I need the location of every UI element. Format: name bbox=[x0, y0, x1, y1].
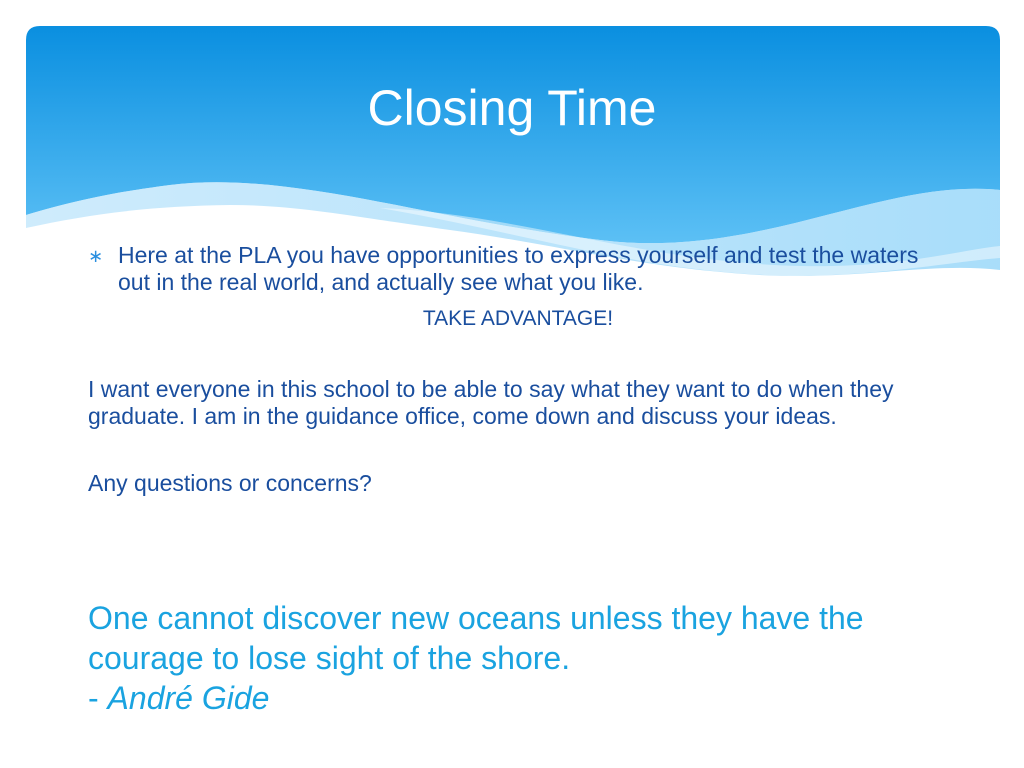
slide-body bbox=[88, 242, 948, 497]
bullet-item bbox=[88, 242, 948, 296]
quote-dash: - bbox=[88, 680, 108, 716]
quote-block bbox=[88, 598, 968, 718]
asterisk-bullet-icon: ∗ bbox=[88, 246, 104, 266]
guidance-paragraph: I want everyone in this school to be able to say what they want to do when they graduate. I am in the guidance office, come down and discuss your ideas. bbox=[88, 376, 894, 429]
quote-author: André Gide bbox=[107, 680, 270, 716]
slide-title: Closing Time bbox=[367, 80, 657, 136]
questions-paragraph: Any questions or concerns? bbox=[88, 470, 372, 496]
quote-attribution bbox=[88, 678, 968, 718]
quote-text: One cannot discover new oceans unless they have the courage to lose sight of the shore. bbox=[88, 600, 864, 676]
emphasis-line: TAKE ADVANTAGE! bbox=[422, 307, 614, 330]
bullet-text: Here at the PLA you have opportunities to express yourself and test the waters out in the real world, and actually see what you like. bbox=[118, 242, 919, 295]
